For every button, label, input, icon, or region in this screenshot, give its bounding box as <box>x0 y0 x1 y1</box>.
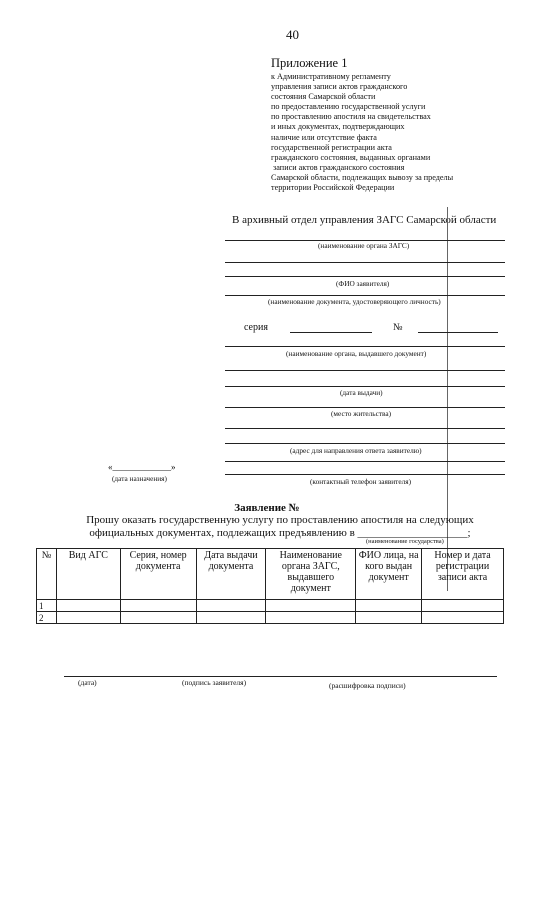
documents-table <box>36 548 504 624</box>
statement-text <box>60 514 500 539</box>
statement-line-2: официальных документах, подлежащих предъявлению в ____________________; <box>89 526 471 539</box>
issue-date-caption: (дата выдачи) <box>340 388 383 397</box>
transcript-caption: (расшифровка подписи) <box>329 681 406 690</box>
residence-caption: (место жительства) <box>331 409 392 418</box>
table-cell[interactable] <box>356 612 422 624</box>
table-row <box>37 612 504 624</box>
table-row <box>37 600 504 612</box>
signature-line[interactable] <box>64 676 497 677</box>
applicant-name-field-1[interactable] <box>225 262 505 263</box>
column-header: № <box>37 549 57 600</box>
appendix-line: к Административному регламенту <box>271 72 391 81</box>
table-cell[interactable] <box>266 600 356 612</box>
table-cell[interactable] <box>422 600 504 612</box>
series-label: серия <box>244 322 268 333</box>
appendix-line: по предоставлению государственной услуги <box>271 102 426 112</box>
row-number: 2 <box>37 612 57 624</box>
phone-caption: (контактный телефон заявителя) <box>310 477 412 486</box>
table-cell[interactable] <box>356 600 422 612</box>
applicant-name-caption: (ФИО заявителя) <box>336 279 390 288</box>
date-caption: (дата) <box>78 678 97 687</box>
row-number: 1 <box>37 600 57 612</box>
table-cell[interactable] <box>120 612 196 624</box>
table-header-row <box>37 549 504 600</box>
issue-date-field-2[interactable] <box>225 386 505 387</box>
table-cell[interactable] <box>56 612 120 624</box>
reply-address-caption: (адрес для направления ответа заявителю) <box>290 446 422 455</box>
appendix-line: наличие или отсутствие факта <box>271 132 377 142</box>
appendix-line: гражданского состояния, выданных органами <box>271 152 431 162</box>
residence-field[interactable] <box>225 407 505 408</box>
assignment-date-caption: (дата назначения) <box>112 474 167 483</box>
appendix-line: записи актов гражданского состояния <box>271 162 405 172</box>
issuing-body-caption: (наименование органа, выдавшего документ) <box>286 349 427 358</box>
table-cell[interactable] <box>422 612 504 624</box>
reply-address-field-2[interactable] <box>225 443 505 444</box>
signature-caption: (подпись заявителя) <box>182 678 247 687</box>
column-header: Номер и дата регистрации записи акта <box>422 549 504 600</box>
statement-line-1: Прошу оказать государственную услугу по проставлению апостиля на следующих <box>86 514 474 526</box>
state-caption: (наименование государства) <box>366 538 444 545</box>
issue-date-field-1[interactable] <box>225 370 505 371</box>
appendix-line: Самарской области, подлежащих вывозу за пределы <box>271 172 454 182</box>
page-number: 40 <box>286 27 299 42</box>
appendix-subtitle <box>271 72 453 193</box>
phone-field-2[interactable] <box>225 474 505 475</box>
series-field[interactable] <box>290 332 372 333</box>
column-header: Вид АГС <box>56 549 120 600</box>
zags-body-caption: (наименование органа ЗАГС) <box>318 241 410 250</box>
column-header: Дата выдачи документа <box>196 549 266 600</box>
assignment-date-field[interactable]: «_____________» <box>108 462 176 472</box>
table-cell[interactable] <box>56 600 120 612</box>
table-cell[interactable] <box>196 612 266 624</box>
appendix-line: состояния Самарской области <box>271 92 376 102</box>
issuing-body-field[interactable] <box>225 346 505 347</box>
table-cell[interactable] <box>120 600 196 612</box>
table-cell[interactable] <box>196 600 266 612</box>
id-document-caption: (наименование документа, удостоверяющего личность) <box>268 297 441 306</box>
table-cell[interactable] <box>266 612 356 624</box>
appendix-title: Приложение 1 <box>271 56 348 70</box>
appendix-line: управления записи актов гражданского <box>271 82 408 92</box>
appendix-line: территории Российской Федерации <box>271 183 395 193</box>
phone-field-1[interactable] <box>225 461 505 462</box>
column-header: ФИО лица, на кого выдан документ <box>356 549 422 600</box>
column-header: Серия, номер документа <box>120 549 196 600</box>
number-label: № <box>393 322 403 333</box>
addressee: В архивный отдел управления ЗАГС Самарской области <box>232 214 497 226</box>
appendix-line: и иных документах, подтверждающих <box>271 122 405 132</box>
number-field[interactable] <box>418 332 498 333</box>
appendix-line: государственной регистрации акта <box>271 142 392 152</box>
column-header: Наименование органа ЗАГС, выдавшего документ <box>266 549 356 600</box>
applicant-name-field-2[interactable] <box>225 276 505 277</box>
id-document-field[interactable] <box>225 295 505 296</box>
reply-address-field-1[interactable] <box>225 428 505 429</box>
statement-title: Заявление № <box>234 502 300 514</box>
appendix-line: по проставлению апостиля на свидетельствах <box>271 112 431 122</box>
